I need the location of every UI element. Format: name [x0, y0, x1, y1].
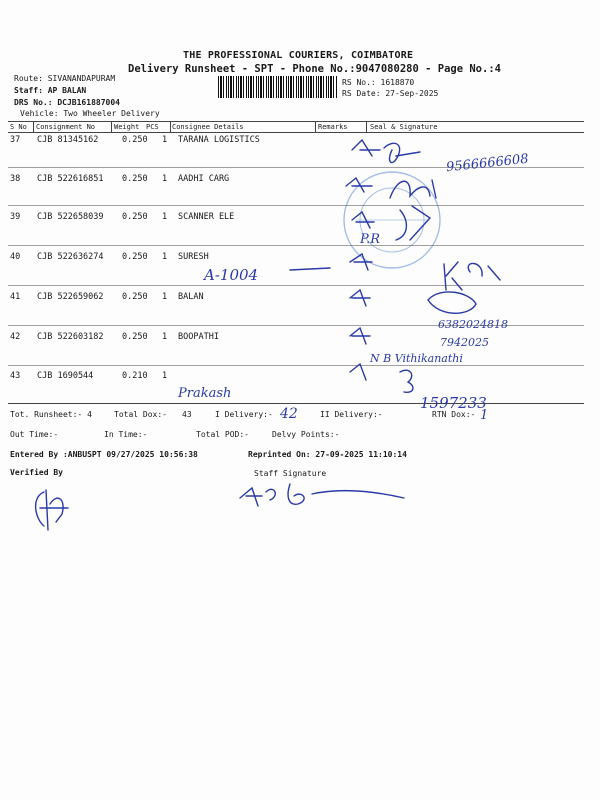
col-pcs: PCS	[146, 123, 159, 131]
row-consignee: SCANNER ELE	[178, 212, 235, 222]
row-consignment: CJB 522616851	[37, 174, 104, 184]
row-sno: 41	[10, 292, 21, 302]
handwritten-phone: 9566666608	[445, 151, 530, 176]
out-time: Out Time:-	[10, 430, 59, 439]
signature-stroke	[428, 292, 476, 313]
rtn-dox-label: RTN Dox:-	[432, 410, 476, 419]
col-weight: Weight	[114, 123, 140, 131]
row-consignee: AADHI CARG	[178, 174, 230, 184]
row-consignment: CJB 81345162	[37, 135, 99, 145]
row-pcs: 1	[162, 292, 168, 302]
signature-stroke	[400, 370, 413, 392]
row-weight: 0.250	[122, 332, 148, 342]
handwritten-i-delivery-value: 42	[280, 406, 298, 422]
row-sno: 40	[10, 252, 21, 262]
row-sno: 43	[10, 371, 21, 381]
staff-label: Staff: AP BALAN	[14, 86, 87, 95]
row-pcs: 1	[162, 332, 168, 342]
row-weight: 0.250	[122, 174, 148, 184]
signature-stroke	[350, 364, 366, 380]
row-pcs: 1	[162, 135, 168, 145]
rs-no-label: RS No.: 1618870	[342, 78, 415, 87]
row-sno: 37	[10, 135, 21, 145]
row-sno: 39	[10, 212, 21, 222]
row-consignee: BOOPATHI	[178, 332, 219, 342]
rs-date-label: RS Date: 27-Sep-2025	[342, 89, 439, 98]
entered-by: Entered By :ANBUSPT 09/27/2025 10:56:38	[10, 450, 198, 459]
row-pcs: 1	[162, 174, 168, 184]
verified-signature-stroke	[36, 490, 68, 530]
col-consignment: Consignment No	[36, 123, 96, 131]
col-consignee: Consignee Details	[172, 123, 244, 131]
col-remarks: Remarks	[318, 123, 348, 131]
handwritten-number: 7942025	[440, 336, 489, 349]
row-weight: 0.250	[122, 292, 148, 302]
row-weight: 0.250	[122, 252, 148, 262]
handwritten-name: Prakash	[178, 386, 232, 401]
handwritten-phone: 1597233	[420, 394, 487, 412]
row-pcs: 1	[162, 371, 168, 381]
handwritten-initials: P.R	[360, 232, 381, 247]
delivery-points: Delvy Points:-	[272, 430, 340, 439]
row-consignee: TARANA LOGISTICS	[178, 135, 260, 145]
col-seal-signature: Seal & Signature	[370, 123, 438, 131]
total-runsheet: Tot. Runsheet:- 4	[10, 410, 92, 419]
row-consignment: CJB 522603182	[37, 332, 104, 342]
row-consignee: SURESH	[178, 252, 209, 262]
signature-stroke	[444, 262, 500, 290]
row-weight: 0.250	[122, 212, 148, 222]
staff-signature-label: Staff Signature	[254, 469, 327, 478]
handwritten-name: N B Vithikanathi	[370, 352, 463, 365]
row-sno: 42	[10, 332, 21, 342]
row-consignment: CJB 522658039	[37, 212, 104, 222]
row-consignment: CJB 522659062	[37, 292, 104, 302]
total-dox-value: 43	[182, 410, 192, 419]
row-consignment: CJB 522636274	[37, 252, 104, 262]
signature-stroke	[350, 328, 370, 344]
drs-label: DRS No.: DCJB161887004	[14, 98, 120, 107]
company-title: THE PROFESSIONAL COURIERS, COIMBATORE	[183, 50, 414, 61]
signature-stroke	[350, 290, 370, 306]
runsheet-subtitle: Delivery Runsheet - SPT - Phone No.:9047080280 - Page No.:4	[128, 63, 501, 75]
row-weight: 0.210	[122, 371, 148, 381]
staff-signature-stroke	[240, 484, 404, 506]
in-time: In Time:-	[104, 430, 148, 439]
verified-by-label: Verified By	[10, 468, 63, 477]
route-label: Route: SIVANANDAPURAM	[14, 74, 116, 83]
total-pod: Total POD:-	[196, 430, 249, 439]
row-pcs: 1	[162, 212, 168, 222]
handwritten-rtn-value: 1	[480, 408, 489, 423]
vehicle-label: Vehicle: Two Wheeler Delivery	[20, 109, 160, 118]
reprinted-on: Reprinted On: 27-09-2025 11:10:14	[248, 450, 407, 459]
row-sno: 38	[10, 174, 21, 184]
total-dox-label: Total Dox:-	[114, 410, 167, 419]
signature-stroke	[352, 140, 400, 163]
row-pcs: 1	[162, 252, 168, 262]
ii-delivery-label: II Delivery:-	[320, 410, 383, 419]
handwritten-number: 6382024818	[438, 318, 508, 331]
signature-stroke	[290, 268, 330, 270]
row-consignee: BALAN	[178, 292, 204, 302]
col-sno: S No	[10, 123, 27, 131]
handwritten-note: A-1004	[204, 266, 259, 284]
i-delivery-label: I Delivery:-	[215, 410, 273, 419]
signature-stroke	[396, 206, 430, 240]
row-consignment: CJB 1690544	[37, 371, 94, 381]
row-weight: 0.250	[122, 135, 148, 145]
